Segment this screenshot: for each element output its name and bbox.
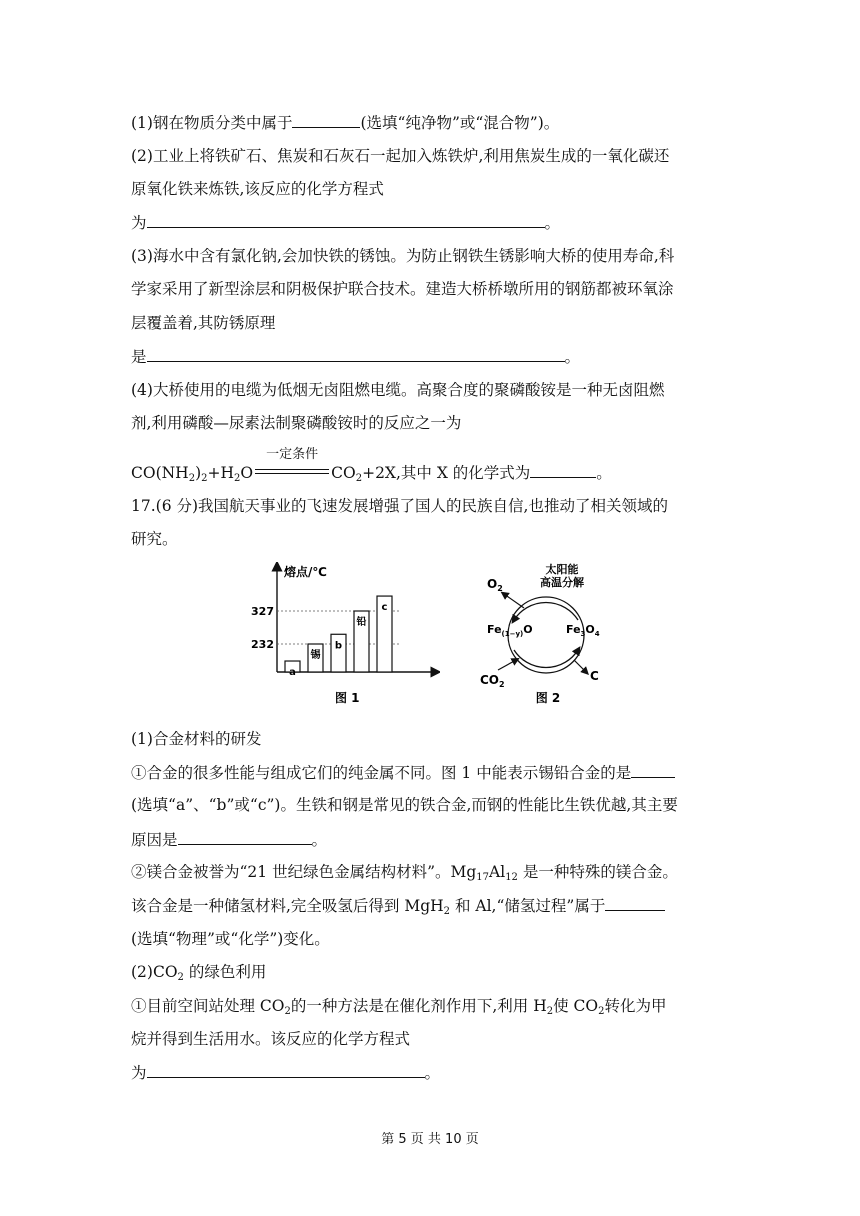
text: ) [195, 464, 202, 482]
q16-part4-line2: 剂,利用磷酸—尿素法制聚磷酸铵时的反应之一为 [131, 414, 462, 432]
q17-part2-title [131, 962, 731, 982]
label-fe-1-y-o: $Fe_{(1-y)}O$ [487, 623, 533, 638]
y-tick-label: 232 [251, 638, 274, 651]
answer-blank[interactable] [147, 1062, 425, 1078]
figure-2-diagram [474, 560, 624, 710]
text: 。 [544, 214, 561, 232]
label-c: C [590, 669, 599, 683]
q16-part2-line1: (2)工业上将铁矿石、焦炭和石灰石一起加入炼铁炉,利用焦炭生成的一氧化碳还 [131, 147, 670, 165]
subscript: 2 [284, 1006, 291, 1017]
text: 。 [424, 1064, 441, 1082]
answer-blank[interactable] [147, 212, 545, 228]
label-solar-energy: 太阳能 [545, 563, 579, 576]
subscript: 2 [546, 1006, 554, 1017]
bar-label: 锡 [310, 650, 321, 661]
figure-2-caption: 图 2 [535, 691, 561, 705]
cycle-arrow-top [514, 602, 578, 620]
answer-blank[interactable] [178, 829, 312, 845]
text: Al [489, 863, 506, 881]
label-co2: $CO_2$ [480, 673, 505, 689]
figure-1-caption: 图 1 [335, 691, 360, 705]
q17-part2-q1-line1 [131, 996, 731, 1016]
text: ①目前空间站处理 CO [131, 997, 285, 1015]
label-o2: $O_2$ [487, 577, 503, 593]
page-footer: 第 5 页 共 10 页 [381, 1132, 479, 1147]
label-high-temp-decomposition: 高温分解 [540, 576, 584, 589]
text: (2)CO [131, 963, 178, 981]
text: 。 [596, 464, 612, 482]
q17-stem-line1: 17.(6 分)我国航天事业的飞速发展增强了国人的民族自信,也推动了相关领域的 [131, 497, 668, 515]
subscript: 2 [234, 473, 241, 484]
subscript: 2 [188, 473, 196, 484]
bar-label: c [381, 602, 388, 614]
q17-stem-line2: 研究。 [131, 530, 178, 548]
answer-blank[interactable] [292, 112, 360, 128]
q16-part3-line2: 学家采用了新型涂层和阴极保护联合技术。建造大桥桥墩所用的钢筋都被环氧涂 [131, 280, 674, 298]
q17-part1-q1-answer [131, 829, 731, 850]
text: 的绿色利用 [183, 963, 267, 981]
q16-part3-line1: (3)海水中含有氯化钠,会加快铁的锈蚀。为防止钢铁生锈影响大桥的使用寿命,科 [131, 247, 675, 265]
text: 为 [131, 214, 147, 232]
q16-part2-answer [131, 212, 731, 233]
y-axis-label: 熔点/℃ [284, 565, 327, 579]
q16-part1 [131, 112, 731, 133]
arrow-c [574, 660, 586, 672]
q17-part1-title: (1)合金材料的研发 [131, 730, 262, 748]
q17-part1-q2-line1 [131, 862, 731, 882]
condition-label: 一定条件 [266, 447, 319, 462]
bar-label: b [334, 640, 343, 652]
reaction-equation [131, 447, 731, 484]
arrow-o2 [504, 594, 524, 608]
equals-sign [255, 469, 329, 474]
reaction-condition [255, 447, 329, 483]
answer-blank[interactable] [631, 762, 675, 778]
text: ②镁合金被誉为“21 世纪绿色金属结构材料”。Mg [131, 863, 477, 881]
answer-blank[interactable] [530, 462, 596, 478]
q16-part3-answer [131, 346, 731, 367]
text: 原因是 [131, 831, 178, 849]
q16-part4-line1: (4)大桥使用的电缆为低烟无卤阻燃电缆。高聚合度的聚磷酸铵是一种无卤阻燃 [131, 381, 665, 399]
subscript: 2 [443, 906, 451, 917]
subscript: 2 [598, 1006, 605, 1017]
q16-part3-line3: 层覆盖着,其防锈原理 [131, 314, 276, 332]
answer-blank[interactable] [605, 895, 665, 911]
text: 。 [564, 348, 581, 366]
text: O [240, 464, 254, 482]
text: +2X,其中 X 的化学式为 [362, 464, 531, 482]
text: CO [331, 464, 356, 482]
answer-blank[interactable] [147, 346, 565, 362]
text: ①合金的很多性能与组成它们的纯金属不同。图 1 中能表示锡铅合金的是 [131, 764, 632, 782]
cycle-arrow-bottom [514, 650, 578, 668]
bar-label: a [289, 667, 296, 679]
subscript: 2 [355, 473, 363, 484]
text: 转化为甲 [604, 997, 667, 1015]
subscript: 2 [177, 972, 184, 983]
y-tick-label: 327 [251, 605, 274, 618]
arrow-co2 [498, 660, 516, 670]
text: +H [207, 464, 235, 482]
subscript: 2 [201, 473, 208, 484]
text: 。 [311, 831, 328, 849]
q17-part1-q2-line3: (选填“物理”或“化学”)变化。 [131, 930, 330, 948]
subscript: 17 [476, 872, 490, 883]
text: 该合金是一种储氢材料,完全吸氢后得到 MgH [131, 897, 444, 915]
text: (选填“纯净物”或“混合物”)。 [360, 114, 560, 132]
q17-part1-q1 [131, 762, 731, 783]
text: 使 CO [553, 997, 599, 1015]
bar-label: 铅 [356, 617, 367, 628]
q17-part2-q1-line2: 烷并得到生活用水。该反应的化学方程式 [131, 1030, 411, 1048]
text: 是一种特殊的镁合金。 [517, 863, 678, 881]
q17-part1-q1-line2: (选填“a”、“b”或“c”)。生铁和钢是常见的铁合金,而钢的性能比生铁优越,其主要 [131, 796, 678, 814]
text: (1)钢在物质分类中属于 [131, 114, 293, 132]
text: 的一种方法是在催化剂作用下,利用 H [290, 997, 547, 1015]
figure-1-chart [250, 562, 440, 710]
subscript: 12 [505, 872, 518, 883]
text: 和 Al,“储氢过程”属于 [450, 897, 606, 915]
label-fe3o4: $Fe_3O_4$ [566, 623, 600, 638]
text: CO(NH [131, 464, 189, 482]
text: 为 [131, 1064, 147, 1082]
q17-part2-q1-answer [131, 1062, 731, 1083]
q16-part2-line2: 原氧化铁来炼铁,该反应的化学方程式 [131, 180, 384, 198]
text: 是 [131, 348, 147, 366]
q17-part1-q2-line2 [131, 895, 731, 916]
